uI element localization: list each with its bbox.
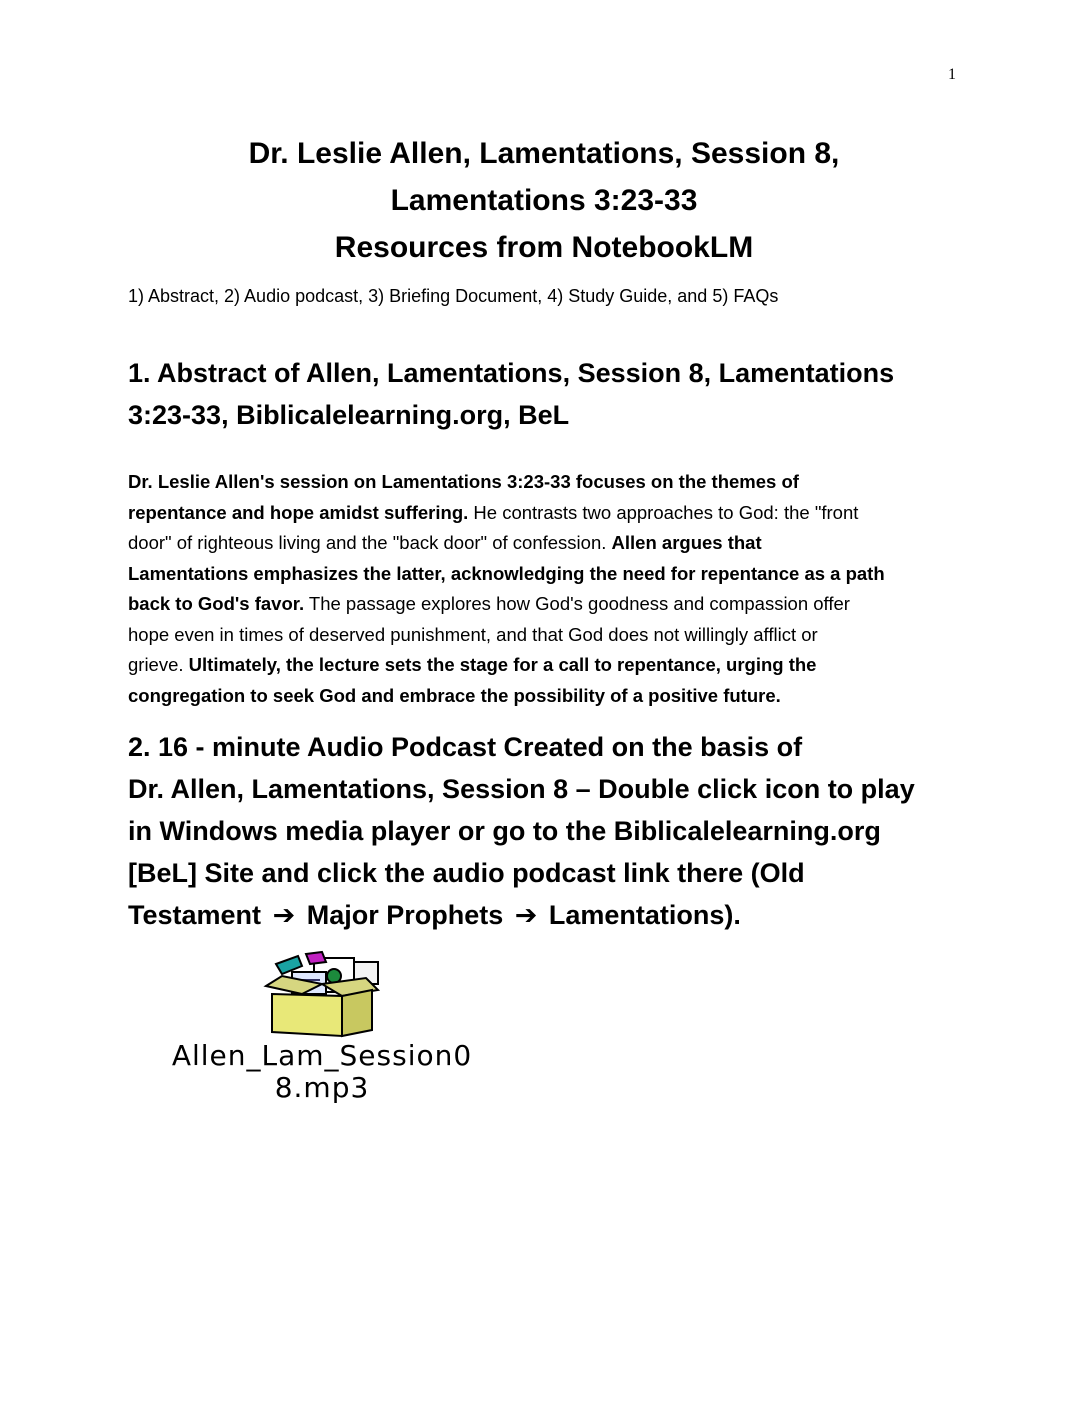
section-1-heading (128, 352, 894, 436)
section-1-heading-line-1: 1. Abstract of Allen, Lamentations, Session 8, Lamentations (128, 358, 895, 388)
abstract-line (128, 559, 968, 590)
breadcrumb-major-prophets: Major Prophets (306, 900, 504, 930)
abstract-line (128, 681, 968, 712)
breadcrumb-lamentations: Lamentations). (548, 900, 741, 930)
abstract-bold-text: Dr. Leslie Allen's session on Lamentations 3:23-33 focuses on the themes of (128, 471, 799, 492)
abstract-bold-text: repentance and hope amidst suffering. (128, 501, 469, 523)
abstract-line (128, 498, 968, 529)
title-line-3: Resources from NotebookLM (334, 231, 754, 264)
abstract-text: grieve. (128, 654, 189, 675)
title-line-2: Lamentations 3:23-33 (390, 184, 698, 217)
abstract-bold-text: back to God's favor. (128, 593, 305, 614)
section-1-heading-line-2: 3:23-33, Biblicalelearning.org, BeL (128, 400, 570, 430)
contents-list: 1) Abstract, 2) Audio podcast, 3) Briefing Document, 4) Study Guide, and 5) FAQs (128, 286, 779, 306)
package-icon[interactable] (262, 950, 382, 1038)
page-number: 1 (948, 66, 956, 83)
abstract-bold-text: Lamentations emphasizes the latter, acknowledging the need for repentance as a path (128, 562, 885, 584)
section-2-heading (128, 726, 915, 936)
arrow-right-icon: ➔ (514, 900, 538, 930)
abstract-bold-text: Ultimately, the lecture sets the stage for a call to repentance, urging the (188, 654, 817, 675)
abstract-paragraph (128, 467, 968, 711)
abstract-text: The passage explores how God's goodness and compassion offer (304, 593, 850, 614)
audio-file-name-line-2: 8.mp3 (274, 1071, 370, 1104)
section-2-line-1: 2. 16 - minute Audio Podcast Created on the basis of (128, 732, 803, 762)
section-2-line-2: Dr. Allen, Lamentations, Session 8 – Double click icon to play (128, 774, 915, 804)
abstract-line (128, 650, 968, 681)
audio-file-label[interactable] (126, 1040, 518, 1104)
abstract-bold-text: congregation to seek God and embrace the possibility of a positive future. (128, 684, 781, 706)
section-2-line-5 (128, 894, 915, 936)
abstract-text: hope even in times of deserved punishment, and that God does not willingly afflict or (128, 623, 818, 645)
abstract-line (128, 620, 968, 651)
section-2-line-3: in Windows media player or go to the Biblicalelearning.org (128, 816, 881, 846)
document-title (0, 130, 1088, 271)
section-2-line-4: [BeL] Site and click the audio podcast link there (Old (128, 858, 805, 888)
abstract-line (128, 467, 968, 498)
abstract-bold-text: Allen argues that (611, 532, 762, 553)
abstract-line (128, 589, 968, 620)
title-line-1: Dr. Leslie Allen, Lamentations, Session 8, (248, 137, 840, 170)
arrow-right-icon: ➔ (272, 900, 296, 930)
audio-file-name-line-1: Allen_Lam_Session0 (171, 1039, 473, 1072)
breadcrumb-old-testament: Testament (128, 900, 262, 930)
abstract-text: He contrasts two approaches to God: the "front (468, 501, 859, 523)
abstract-text: door" of righteous living and the "back door" of confession. (128, 532, 612, 553)
abstract-line (128, 528, 968, 559)
